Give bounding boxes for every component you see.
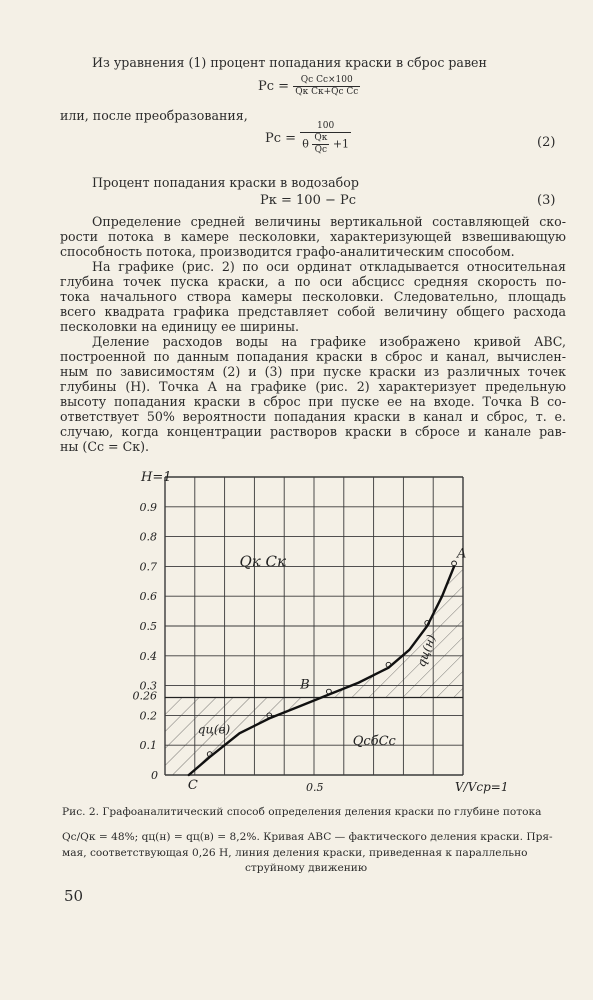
para2-line-5: песколовки на единицу ее ширины.	[60, 319, 299, 334]
intro-text-2: или, после преобразования,	[60, 108, 248, 123]
para3-line-4: глубины (H). Точка A на графике (рис. 2) характеризует предельную	[60, 379, 566, 394]
formula-1-denominator: Qк Cк+Qc Cc	[295, 87, 359, 97]
caption-line-3: мая, соответствующая 0,26 H, линия деления краски, приведенная к параллельно	[62, 847, 528, 859]
region-upper-label: Qк Cк	[239, 552, 286, 571]
formula-2-inner-fraction	[312, 133, 329, 156]
para2-line-2: глубина точек пуска краски, а по оси абсцисс средняя скорость по-	[60, 274, 566, 289]
y-tick-label: 0.1	[139, 739, 157, 753]
formula-2-denominator	[300, 133, 351, 156]
region-lower-label: QcбCc	[352, 734, 396, 750]
formula-2-numerator: 100	[300, 121, 351, 133]
x-axis-right-label: V/Vср=1	[455, 780, 509, 794]
intro-text-3: Процент попадания краски в водозабор	[92, 175, 359, 190]
theta-symbol: θ	[302, 137, 309, 151]
y-tick-label: 0.3	[139, 679, 157, 693]
point-label-c: C	[187, 778, 198, 793]
para2-line-4: всего квадрата графика представляет собой величину общего расхода	[60, 304, 566, 319]
origin-label: 0	[151, 769, 158, 782]
para2-line-1: На графике (рис. 2) по оси ординат откладывается относительная	[92, 259, 566, 274]
caption-line-4: струйному движению	[245, 862, 368, 874]
formula-2	[265, 121, 351, 156]
y-tick-label: 0.4	[139, 649, 157, 663]
equation-number-2: (2)	[537, 135, 556, 150]
formula-3: Pк = 100 − Pc	[260, 193, 357, 208]
qn-label: qц(н)	[413, 632, 439, 669]
y-tick-label: 0.7	[139, 560, 157, 574]
para1-line-2: рости потока в камере песколовки, характеризующей взвешивающую	[60, 229, 566, 244]
qv-label: qц(в)	[197, 722, 231, 737]
formula-2-lhs: Pc =	[265, 131, 297, 146]
equation-number-3: (3)	[537, 193, 556, 208]
caption-line-2: Qc/Qк = 48%; qц(н) = qц(в) = 8,2%. Кривая ABC — фактического деления краски. Пря-	[62, 831, 553, 843]
page-number: 50	[64, 887, 84, 905]
formula-2-plus-one: +1	[332, 137, 350, 151]
para2-line-3: тока начального створа камеры песколовки. Следовательно, площадь	[60, 289, 566, 304]
data-point	[452, 561, 457, 566]
y-tick-label: 0.9	[139, 500, 157, 514]
figure-2-graph	[0, 455, 593, 795]
formula-2-inner-numerator: Qк	[314, 133, 328, 143]
intro-text-1: Из уравнения (1) процент попадания краски в сброс равен	[92, 55, 487, 70]
formula-1-fraction	[293, 75, 360, 98]
para3-line-7: случаю, когда концентрации растворов краски в сбросе и канале рав-	[60, 424, 566, 439]
y-tick-label: 0.6	[139, 590, 157, 604]
formula-2-fraction	[300, 121, 351, 156]
formula-1-numerator: Qc Cc×100	[293, 75, 360, 87]
point-label-b: B	[300, 677, 310, 693]
y-tick-label: 0.2	[139, 709, 157, 723]
para3-line-1: Деление расходов воды на графике изображено кривой ABC,	[92, 334, 566, 349]
y-axis-top-label: H=1	[141, 470, 172, 485]
para1-line-1: Определение средней величины вертикальной составляющей ско-	[92, 214, 566, 229]
para3-line-2: построенной по данным попадания краски в сброс и канал, вычислен-	[60, 349, 566, 364]
formula-2-inner-denominator: Qc	[314, 145, 328, 155]
formula-1-lhs: Pc =	[258, 79, 290, 94]
para3-line-5: высоту попадания краски в сброс при пуске ее на входе. Точка B со-	[60, 394, 566, 409]
para3-line-6: ответствует 50% вероятности попадания краски в канал и сброс, т. е.	[60, 409, 566, 424]
y-tick-label: 0.26	[132, 689, 157, 703]
para3-line-3: ным по зависимостям (2) и (3) при пуске краски из различных точек	[60, 364, 566, 379]
x-tick-mid-label: 0.5	[306, 781, 324, 794]
formula-1	[258, 75, 360, 98]
para3-line-8: ны (Cc = Cк).	[60, 439, 150, 454]
y-tick-label: 0.8	[139, 530, 157, 544]
y-tick-label: 0.5	[139, 620, 157, 633]
para1-line-3: способность потока, производится графо-аналитическим способом.	[60, 244, 515, 259]
caption-line-1: Рис. 2. Графоаналитический способ определения деления краски по глубине потока	[62, 806, 542, 818]
point-label-a: A	[457, 546, 467, 562]
